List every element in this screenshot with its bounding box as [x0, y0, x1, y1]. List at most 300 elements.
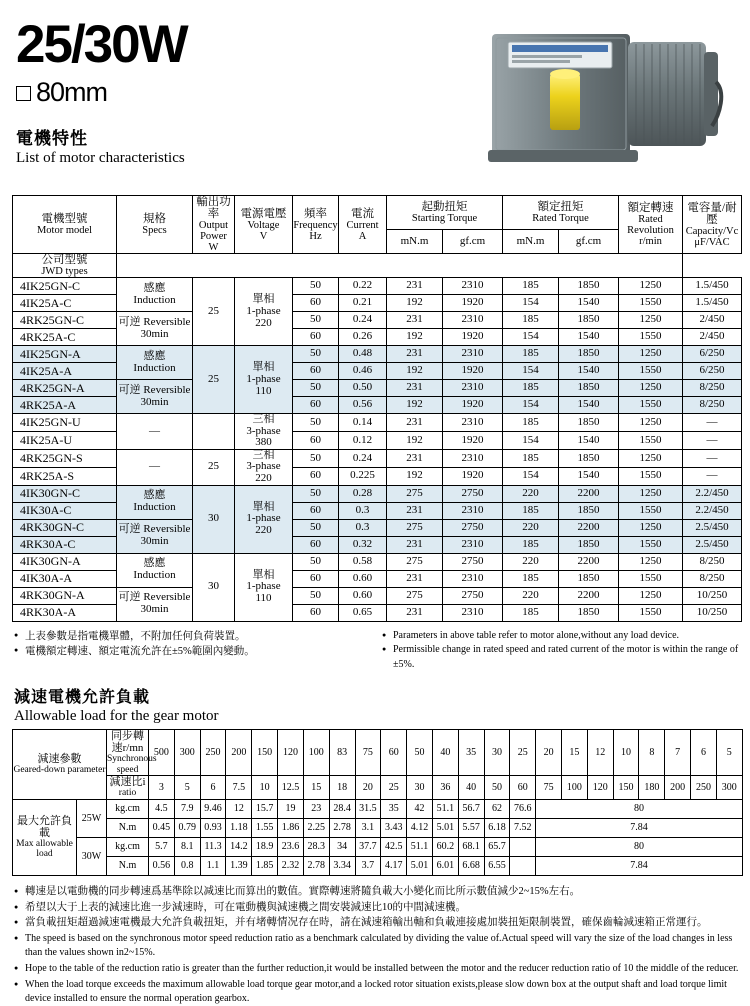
cell-start-torque-mnm: 192	[387, 329, 443, 346]
cell-frequency: 60	[293, 397, 339, 414]
cell-rpm: 1250	[619, 380, 683, 397]
cell-rpm: 1250	[619, 346, 683, 363]
cell-ratio: 36	[432, 776, 458, 800]
table-row	[13, 312, 742, 329]
gear-section-title-en: Allowable load for the gear motor	[14, 708, 219, 725]
th-rated-speed: 額定轉速 Rated Revolution r/min	[619, 196, 683, 254]
cell-current: 0.3	[339, 502, 387, 519]
cell-voltage: 三相 3-phase 380	[235, 414, 293, 450]
cell-sync-speed: 20	[536, 730, 562, 776]
cell-load: 2.32	[278, 856, 304, 875]
th-rated-torque: 額定扭矩 Rated Torque	[503, 196, 619, 230]
cell-capacity: 8/250	[683, 397, 742, 414]
table-row	[13, 587, 742, 604]
cell-model: 4IK25GN-C	[13, 278, 117, 295]
cell-sync-speed: 6	[691, 730, 717, 776]
cell-start-torque-mnm: 192	[387, 432, 443, 450]
cell-rated-torque-gfcm: 1850	[559, 536, 619, 553]
cell-current: 0.60	[339, 587, 387, 604]
gear-section-title-cn: 減速電機允許負載	[14, 689, 151, 707]
cell-specs: 感應 Induction	[117, 553, 193, 587]
cell-specs: 感應 Induction	[117, 346, 193, 380]
cell-sync-speed: 8	[639, 730, 665, 776]
gear-load-row	[13, 818, 743, 837]
cell-ratio: 10	[252, 776, 278, 800]
cell-rated-torque-mnm: 185	[503, 449, 559, 467]
cell-load: 0.79	[174, 818, 200, 837]
cell-ratio: 7.5	[226, 776, 252, 800]
cell-current: 0.60	[339, 570, 387, 587]
note-cn-2: ● 電機額定轉速、額定電流允許在±5%範圍內變動。	[14, 644, 372, 659]
cell-load-merged: 80	[536, 799, 743, 818]
cell-model: 4RK25A-S	[13, 467, 117, 485]
cell-ratio: 5	[174, 776, 200, 800]
cell-sync-speed: 500	[149, 730, 175, 776]
cell-frequency: 60	[293, 536, 339, 553]
cell-current: 0.22	[339, 278, 387, 295]
cell-load: 1.85	[252, 856, 278, 875]
cell-load: 42	[407, 799, 433, 818]
cell-load: 60.2	[432, 837, 458, 856]
cell-model: 4RK30GN-A	[13, 587, 117, 604]
cell-load: 5.01	[407, 856, 433, 875]
cell-frequency: 60	[293, 329, 339, 346]
cell-load: 0.8	[174, 856, 200, 875]
cell-capacity: 2.5/450	[683, 536, 742, 553]
cell-capacity: 2.5/450	[683, 519, 742, 536]
cell-load: 7.9	[174, 799, 200, 818]
table-row	[13, 278, 742, 295]
cell-rpm: 1550	[619, 536, 683, 553]
cell-power: 30	[193, 485, 235, 553]
cell-load: 11.3	[200, 837, 226, 856]
cell-ratio: 75	[536, 776, 562, 800]
cell-rated-torque-mnm: 220	[503, 587, 559, 604]
th-voltage: 電源電壓 Voltage V	[235, 196, 293, 254]
table-row	[13, 346, 742, 363]
cell-rpm: 1250	[619, 414, 683, 432]
cell-specs: 可逆 Reversible 30min	[117, 519, 193, 553]
cell-current: 0.3	[339, 519, 387, 536]
cell-load: 35	[381, 799, 407, 818]
cell-rpm: 1250	[619, 278, 683, 295]
cell-load: 6.68	[458, 856, 484, 875]
cell-model: 4RK25A-A	[13, 397, 117, 414]
cell-start-torque-gfcm: 2750	[443, 587, 503, 604]
cell-load: 19	[278, 799, 304, 818]
cell-load: 5.57	[458, 818, 484, 837]
cell-start-torque-gfcm: 2310	[443, 346, 503, 363]
table-row	[13, 519, 742, 536]
cell-capacity: —	[683, 432, 742, 450]
cell-load: 56.7	[458, 799, 484, 818]
footer-note-en-2: ● Hope to the table of the reduction ratio is greater than the further reduction,it would be installed between the motor and the reducer reduction ratio of 10 the middle of the reducer.	[14, 962, 740, 976]
th-specs: 規格 Specs	[117, 196, 193, 254]
cell-start-torque-gfcm: 2310	[443, 502, 503, 519]
th-starting-torque: 起動扭矩 Starting Torque	[387, 196, 503, 230]
notes-en	[382, 629, 740, 673]
cell-sync-speed-label: 同步轉速r/mn Synchronous speed	[107, 730, 157, 775]
cell-load: 1.39	[226, 856, 252, 875]
cell-load: 0.93	[200, 818, 226, 837]
cell-capacity: 1.5/450	[683, 278, 742, 295]
cell-rpm: 1250	[619, 553, 683, 570]
cell-rated-torque-gfcm: 1540	[559, 329, 619, 346]
th-motor-model: 電機型號 Motor model	[13, 196, 117, 254]
cell-rpm: 1550	[619, 467, 683, 485]
cell-start-torque-mnm: 231	[387, 278, 443, 295]
cell-rpm: 1550	[619, 363, 683, 380]
cell-sync-speed: 250	[200, 730, 226, 776]
cell-start-torque-mnm: 275	[387, 553, 443, 570]
square-icon	[16, 86, 31, 101]
cell-rpm: 1250	[619, 449, 683, 467]
cell-rated-torque-gfcm: 1850	[559, 604, 619, 621]
table-notes	[14, 629, 740, 673]
cell-start-torque-gfcm: 2310	[443, 536, 503, 553]
motor-illustration	[468, 22, 726, 194]
cell-rated-torque-gfcm: 1850	[559, 502, 619, 519]
cell-voltage: 單相 1-phase 110	[235, 346, 293, 414]
cell-rated-torque-mnm: 185	[503, 380, 559, 397]
cell-start-torque-gfcm: 2310	[443, 449, 503, 467]
notes-cn	[14, 629, 372, 673]
cell-geared-param: 減速參數 Geared-down parameter	[13, 730, 107, 800]
cell-model: 4RK25A-C	[13, 329, 117, 346]
cell-start-torque-gfcm: 1920	[443, 467, 503, 485]
cell-sync-speed: 75	[355, 730, 381, 776]
cell-load: 6.01	[432, 856, 458, 875]
cell-frequency: 50	[293, 312, 339, 329]
cell-specs: 可逆 Reversible 30min	[117, 587, 193, 621]
cell-current: 0.26	[339, 329, 387, 346]
cell-start-torque-mnm: 231	[387, 346, 443, 363]
cell-unit: N.m	[107, 856, 149, 875]
cell-capacity: 8/250	[683, 553, 742, 570]
cell-model: 4IK25A-U	[13, 432, 117, 450]
cell-capacity: —	[683, 449, 742, 467]
motor-characteristics-body	[12, 277, 742, 621]
cell-model: 4IK30A-C	[13, 502, 117, 519]
cell-power: 25	[193, 346, 235, 414]
cell-current: 0.58	[339, 553, 387, 570]
cell-rated-torque-gfcm: 1850	[559, 449, 619, 467]
cell-model: 4IK25A-C	[13, 295, 117, 312]
gear-speed-row	[13, 730, 743, 776]
cell-start-torque-gfcm: 2750	[443, 553, 503, 570]
cell-unit: N.m	[107, 818, 149, 837]
cell-sync-speed: 100	[303, 730, 329, 776]
footer-note-cn-3: ● 當負載扭矩超過減速電機最大允許負載扭矩，并有堵轉情况存在時，請在減速箱輸出軸和負載連接處加裝扭矩限制裝置，確保齒輪減速箱正常運行。	[14, 916, 740, 931]
cell-load: 37.7	[355, 837, 381, 856]
cell-rated-torque-mnm: 220	[503, 519, 559, 536]
cell-rated-torque-gfcm: 1540	[559, 467, 619, 485]
cell-rated-torque-gfcm: 1850	[559, 312, 619, 329]
cell-load: 9.46	[200, 799, 226, 818]
cell-capacity: 1.5/450	[683, 295, 742, 312]
th-rt-gfcm: gf.cm	[559, 230, 619, 254]
cell-sync-speed: 40	[432, 730, 458, 776]
cell-frequency: 50	[293, 414, 339, 432]
cell-load: 2.25	[303, 818, 329, 837]
cell-load: 3.34	[329, 856, 355, 875]
cell-capacity: 10/250	[683, 587, 742, 604]
cell-frequency: 60	[293, 295, 339, 312]
cell-start-torque-mnm: 192	[387, 467, 443, 485]
cell-sync-speed: 30	[484, 730, 510, 776]
cell-load: 28.4	[329, 799, 355, 818]
cell-current: 0.32	[339, 536, 387, 553]
cell-load: 0.45	[149, 818, 175, 837]
cell-frequency: 60	[293, 502, 339, 519]
cell-start-torque-mnm: 275	[387, 485, 443, 502]
cell-capacity: —	[683, 414, 742, 432]
cell-ratio: 180	[639, 776, 665, 800]
cell-frequency: 60	[293, 363, 339, 380]
cell-frequency: 60	[293, 432, 339, 450]
th-capacity: 電容量/耐壓 Capacity/Vc μF/VAC	[683, 196, 742, 254]
cell-sync-speed: 10	[613, 730, 639, 776]
cell-watt: 30W	[77, 837, 107, 875]
cell-frequency: 50	[293, 485, 339, 502]
cell-rated-torque-mnm: 154	[503, 329, 559, 346]
cell-start-torque-mnm: 275	[387, 519, 443, 536]
cell-ratio: 12.5	[278, 776, 304, 800]
cell-specs: 可逆 Reversible 30min	[117, 312, 193, 346]
cell-specs: 可逆 Reversible 30min	[117, 380, 193, 414]
cell-rated-torque-gfcm: 1850	[559, 278, 619, 295]
cell-start-torque-mnm: 192	[387, 295, 443, 312]
cell-load: 1.55	[252, 818, 278, 837]
cell-current: 0.24	[339, 449, 387, 467]
cell-voltage: 單相 1-phase 220	[235, 278, 293, 346]
cell-sync-speed: 5	[716, 730, 742, 776]
cell-rated-torque-gfcm: 1850	[559, 346, 619, 363]
cell-rated-torque-mnm: 154	[503, 397, 559, 414]
cell-capacity: —	[683, 467, 742, 485]
cell-voltage: 單相 1-phase 110	[235, 553, 293, 621]
cell-model: 4RK25GN-A	[13, 380, 117, 397]
cell-frequency: 50	[293, 449, 339, 467]
cell-watt: 25W	[77, 799, 107, 837]
cell-start-torque-mnm: 231	[387, 536, 443, 553]
cell-current: 0.225	[339, 467, 387, 485]
cell-current: 0.28	[339, 485, 387, 502]
cell-model: 4IK25GN-A	[13, 346, 117, 363]
cell-rpm: 1550	[619, 432, 683, 450]
cell-power: 30	[193, 553, 235, 621]
cell-start-torque-gfcm: 1920	[443, 329, 503, 346]
cell-sync-speed: 120	[278, 730, 304, 776]
cell-ratio: 18	[329, 776, 355, 800]
gear-load-table	[12, 729, 743, 876]
cell-load-merged: 7.84	[536, 856, 743, 875]
cell-ratio: 6	[200, 776, 226, 800]
cell-rated-torque-mnm: 185	[503, 278, 559, 295]
th-company-model: 公司型號 JWD types	[13, 254, 117, 278]
cell-power: 25	[193, 278, 235, 346]
note-cn-1: ● 上表參數是指電機單體，不附加任何負荷裝置。	[14, 629, 372, 644]
cell-model: 4RK25GN-C	[13, 312, 117, 329]
cell-capacity: 8/250	[683, 570, 742, 587]
cell-rated-torque-gfcm: 1850	[559, 570, 619, 587]
cell-voltage: 三相 3-phase 220	[235, 449, 293, 485]
cell-load: 65.7	[484, 837, 510, 856]
cell-start-torque-mnm: 231	[387, 570, 443, 587]
cell-rated-torque-mnm: 154	[503, 467, 559, 485]
cell-ratio: 250	[691, 776, 717, 800]
cell-capacity: 8/250	[683, 380, 742, 397]
cell-start-torque-gfcm: 2310	[443, 312, 503, 329]
cell-rated-torque-gfcm: 1540	[559, 432, 619, 450]
cell-rated-torque-mnm: 154	[503, 295, 559, 312]
cell-start-torque-mnm: 231	[387, 312, 443, 329]
cell-rpm: 1250	[619, 312, 683, 329]
page-title: 25/30W	[16, 15, 187, 74]
footer-notes	[14, 885, 740, 1006]
cell-rated-torque-mnm: 220	[503, 553, 559, 570]
cell-capacity: 10/250	[683, 604, 742, 621]
cell-load: 31.5	[355, 799, 381, 818]
cell-model: 4RK30A-A	[13, 604, 117, 621]
cell-start-torque-mnm: 231	[387, 449, 443, 467]
cell-load: 42.5	[381, 837, 407, 856]
footer-note-cn-1: ● 轉速是以電動機的同步轉速爲基準除以减速比而算出的數值。實際轉速將隨負載大小變化而比所示數值減少2~15%左右。	[14, 885, 740, 900]
cell-load-empty	[510, 837, 536, 856]
cell-load: 12	[226, 799, 252, 818]
cell-sync-speed: 83	[329, 730, 355, 776]
cell-ratio: 200	[665, 776, 691, 800]
cell-unit: kg.cm	[107, 837, 149, 856]
cell-frequency: 50	[293, 587, 339, 604]
cell-rated-torque-gfcm: 2200	[559, 553, 619, 570]
cell-model: 4IK25GN-U	[13, 414, 117, 432]
th-frequency: 頻率 Frequency Hz	[293, 196, 339, 254]
cell-specs: —	[117, 449, 193, 485]
cell-rpm: 1250	[619, 587, 683, 604]
cell-sync-speed: 25	[510, 730, 536, 776]
cell-load: 6.55	[484, 856, 510, 875]
cell-capacity: 2.2/450	[683, 502, 742, 519]
cell-ratio: 100	[562, 776, 588, 800]
cell-load: 4.17	[381, 856, 407, 875]
cell-rpm: 1550	[619, 502, 683, 519]
footer-note-en-1: ● The speed is based on the synchronous motor speed reduction ratio as a benchmark calculated by dividing the value of.Actual speed will vary the size of the load changes in less than the values shown in2~15%.	[14, 932, 740, 960]
cell-load: 1.1	[200, 856, 226, 875]
th-output-power: 輸出功率 Output Power W	[193, 196, 235, 254]
cell-rated-torque-mnm: 185	[503, 570, 559, 587]
cell-start-torque-gfcm: 1920	[443, 432, 503, 450]
cell-start-torque-mnm: 275	[387, 587, 443, 604]
gear-ratio-row	[13, 776, 743, 800]
cell-load: 23.6	[278, 837, 304, 856]
cell-capacity: 6/250	[683, 346, 742, 363]
motor-photo	[468, 22, 726, 194]
cell-sync-speed: 200	[226, 730, 252, 776]
cell-ratio: 120	[587, 776, 613, 800]
section-title-en: List of motor characteristics	[16, 150, 185, 166]
cell-voltage: 單相 1-phase 220	[235, 485, 293, 553]
th-st-gfcm: gf.cm	[443, 230, 503, 254]
cell-capacity: 2/450	[683, 329, 742, 346]
cell-sync-speed: 35	[458, 730, 484, 776]
footer-note-en-3: ● When the load torque exceeds the maximum allowable load torque gear motor,and a locked rotor situation exists,please slow down box at the output shaft and load torque limit device installed to ensure the normal operation gearbox.	[14, 978, 740, 1006]
cell-load: 1.18	[226, 818, 252, 837]
cell-current: 0.24	[339, 312, 387, 329]
cell-current: 0.48	[339, 346, 387, 363]
cell-rated-torque-mnm: 185	[503, 414, 559, 432]
cell-current: 0.56	[339, 397, 387, 414]
table-row	[13, 414, 742, 432]
cell-load: 3.7	[355, 856, 381, 875]
cell-load: 28.3	[303, 837, 329, 856]
cell-load: 68.1	[458, 837, 484, 856]
cell-model: 4IK30GN-C	[13, 485, 117, 502]
cell-start-torque-mnm: 192	[387, 397, 443, 414]
cell-current: 0.50	[339, 380, 387, 397]
cell-load: 7.52	[510, 818, 536, 837]
cell-start-torque-gfcm: 2310	[443, 278, 503, 295]
gear-load-row	[13, 837, 743, 856]
datasheet-page	[0, 15, 750, 1005]
gear-load-row	[13, 799, 743, 818]
cell-ratio: 15	[303, 776, 329, 800]
cell-rated-torque-mnm: 185	[503, 312, 559, 329]
cell-model: 4RK25GN-S	[13, 449, 117, 467]
cell-rated-torque-mnm: 154	[503, 363, 559, 380]
th-current: 電流 Current A	[339, 196, 387, 254]
cell-sync-speed: 150	[252, 730, 278, 776]
cell-ratio: 20	[355, 776, 381, 800]
cell-rated-torque-gfcm: 1540	[559, 397, 619, 414]
cell-start-torque-mnm: 231	[387, 414, 443, 432]
cell-frequency: 60	[293, 604, 339, 621]
cell-ratio: 3	[149, 776, 175, 800]
cell-ratio: 150	[613, 776, 639, 800]
gear-load-row	[13, 856, 743, 875]
section-title-cn: 電機特性	[16, 129, 88, 148]
cell-sync-speed: 12	[587, 730, 613, 776]
cell-start-torque-gfcm: 1920	[443, 397, 503, 414]
cell-load: 18.9	[252, 837, 278, 856]
cell-ratio: 25	[381, 776, 407, 800]
cell-power	[193, 414, 235, 450]
th-spacer	[117, 254, 683, 278]
cell-rpm: 1550	[619, 329, 683, 346]
table-row	[13, 449, 742, 467]
cell-ratio: 30	[407, 776, 433, 800]
cell-rated-torque-gfcm: 2200	[559, 485, 619, 502]
cell-specs: 感應 Induction	[117, 278, 193, 312]
cell-rated-torque-gfcm: 1850	[559, 380, 619, 397]
th-st-mnm: mN.m	[387, 230, 443, 254]
cell-load: 23	[303, 799, 329, 818]
cell-rated-torque-gfcm: 2200	[559, 587, 619, 604]
cell-specs: —	[117, 414, 193, 450]
cell-start-torque-gfcm: 2750	[443, 519, 503, 536]
page-header	[10, 15, 740, 190]
cell-rpm: 1550	[619, 604, 683, 621]
cell-sync-speed: 300	[174, 730, 200, 776]
cell-model: 4IK30GN-A	[13, 553, 117, 570]
cell-start-torque-mnm: 231	[387, 380, 443, 397]
cell-start-torque-gfcm: 1920	[443, 363, 503, 380]
cell-load: 51.1	[407, 837, 433, 856]
cell-rated-torque-mnm: 154	[503, 432, 559, 450]
cell-unit: kg.cm	[107, 799, 149, 818]
table-row	[13, 553, 742, 570]
cell-capacity: 6/250	[683, 363, 742, 380]
